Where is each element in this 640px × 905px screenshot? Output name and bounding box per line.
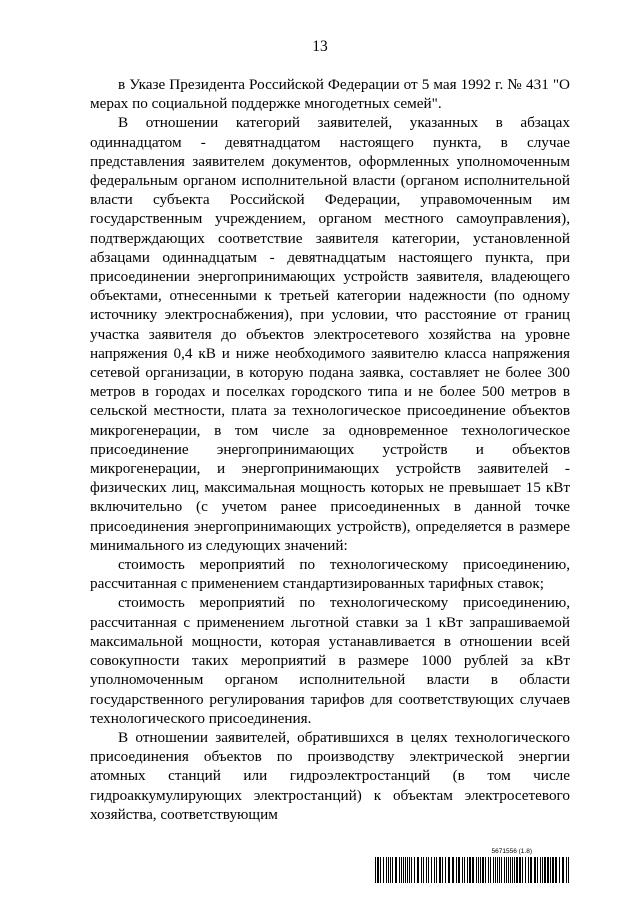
barcode-bar <box>436 857 437 883</box>
barcode-bar <box>409 857 410 883</box>
barcode-bar <box>568 857 569 883</box>
barcode-bar <box>407 857 408 883</box>
barcode-bar <box>478 857 479 883</box>
barcode-bar <box>482 857 484 883</box>
barcode-bar <box>485 857 486 883</box>
barcode-bar <box>428 857 429 883</box>
barcode-bar <box>499 857 500 883</box>
barcode-bar <box>380 857 381 883</box>
document-body <box>90 75 570 824</box>
barcode-bar <box>434 857 435 883</box>
barcode-bar <box>504 857 505 883</box>
paragraph-2: В отношении категорий заявителей, указанных в абзацах одиннадцатом - девятнадцатом настоящего пункта, в случае представления заявителем документов, оформленных уполномоченным федеральным органом исполнительной власти (органом исполнительной власти субъекта Российской Федерации, управомоченным им государственным учреждением, органом местного самоуправления), подтверждающих соответствие заявителя категории, установленной абзацами одиннадцатым - девятнадцатым настоящего пункта, при присоединении энергопринимающих устройств заявителя, владеющего объектами, отнесенными к третьей категории надежности (по одному источнику электроснабжения), при условии, что расстояние от границ участка заявителя до объектов электросетевого хозяйства на уровне напряжения 0,4 кВ и ниже необходимого заявителю класса напряжения сетевой организации, в которую подана заявка, составляет не более 300 метров в городах и поселках городского типа и не более 500 метров в сельской местности, плата за технологическое присоединение объектов микрогенерации, в том числе за одновременное технологическое присоединение энергопринимающих устройств и объектов микрогенерации, и энергопринимающих устройств заявителей - физических лиц, максимальная мощность которых не превышает 15 кВт включительно (с учетом ранее присоединенных в данной точке присоединения энергопринимающих устройств), определяется в размере минимального из следующих значений: <box>90 114 570 554</box>
barcode-bar <box>399 857 400 883</box>
barcode-bar <box>506 857 507 883</box>
barcode-bar <box>514 857 515 883</box>
barcode-bar <box>547 857 549 883</box>
barcode-bar <box>495 857 496 883</box>
barcode-bar <box>417 857 419 883</box>
barcode-bar <box>469 857 471 883</box>
barcode-bar <box>566 857 567 883</box>
barcode-bar <box>375 857 376 883</box>
barcode-bar <box>512 857 513 883</box>
barcode-bar <box>401 857 402 883</box>
barcode-bar <box>516 857 518 883</box>
document-code: 5671556 (1.8) <box>491 848 532 855</box>
barcode-bar <box>537 857 538 883</box>
barcode-bar <box>508 857 509 883</box>
barcode-bar <box>522 857 523 883</box>
barcode-bar <box>448 857 450 883</box>
barcode-bar <box>519 857 521 883</box>
barcode-bar <box>476 857 477 883</box>
barcode-bar <box>395 857 397 883</box>
barcode-bar <box>445 857 446 883</box>
barcode-bar <box>534 857 536 883</box>
barcode-bar <box>462 857 463 883</box>
barcode-bar <box>559 857 560 883</box>
barcode-bar <box>555 857 557 883</box>
barcode-bar <box>540 857 541 883</box>
barcode-bar <box>431 857 432 883</box>
barcode-bar <box>550 857 551 883</box>
barcode-bar <box>467 857 468 883</box>
barcode-bar <box>377 857 379 883</box>
barcode-bar <box>403 857 404 883</box>
barcode-bar <box>390 857 391 883</box>
barcode-bar <box>510 857 511 883</box>
barcode-bar <box>525 857 526 883</box>
barcode-bar <box>544 857 546 883</box>
barcode-bar <box>452 857 454 883</box>
paragraph-1: в Указе Президента Российской Федерации от 5 мая 1992 г. № 431 "О мерах по социальной поддержке многодетных семей". <box>90 76 570 113</box>
barcode-bar <box>562 857 564 883</box>
barcode-bar <box>490 857 491 883</box>
barcode-bar <box>405 857 406 883</box>
barcode-bar <box>458 857 460 883</box>
barcode-bar <box>414 857 415 883</box>
barcode-bar <box>426 857 427 883</box>
barcode-bar <box>501 857 502 883</box>
barcode-bar <box>472 857 474 883</box>
barcode-bar <box>383 857 384 883</box>
barcode-bar <box>488 857 489 883</box>
barcode-bar <box>530 857 532 883</box>
page-number: 13 <box>312 38 328 55</box>
barcode-bar <box>464 857 465 883</box>
barcode-bar <box>552 857 554 883</box>
barcode-image <box>375 857 570 883</box>
barcode-bar <box>528 857 529 883</box>
barcode-bar <box>497 857 498 883</box>
barcode-bar <box>442 857 443 883</box>
barcode-bar <box>493 857 494 883</box>
barcode-bar <box>392 857 393 883</box>
barcode-bar <box>411 857 412 883</box>
barcode-bar <box>456 857 457 883</box>
barcode-bar <box>480 857 481 883</box>
paragraph-4: стоимость мероприятий по технологическому присоединению, рассчитанная с применением льготной ставки за 1 кВт запрашиваемой максимальной мощности, которая устанавливается в отношении всей совокупности таких мероприятий в размере 1000 рублей за кВт уполномоченным органом исполнительной власти в области государственного регулирования тарифов для соответствующих случаев технологического присоединения. <box>90 594 570 727</box>
barcode-bar <box>386 857 387 883</box>
barcode-bar <box>423 857 424 883</box>
barcode-bar <box>421 857 422 883</box>
paragraph-5: В отношении заявителей, обратившихся в целях технологического присоединения объектов по производству электрической энергии атомных станций или гидроэлектростанций (в том числе гидроаккумулирующих электростанций) к объектам электросетевого хозяйства, соответствующим <box>90 728 570 823</box>
barcode-bar <box>542 857 543 883</box>
paragraph-3: стоимость мероприятий по технологическому присоединению, рассчитанная с применением стандартизированных тарифных ставок; <box>90 556 570 593</box>
barcode-bar <box>388 857 389 883</box>
barcode-bar <box>439 857 441 883</box>
barcode-block <box>375 848 570 884</box>
